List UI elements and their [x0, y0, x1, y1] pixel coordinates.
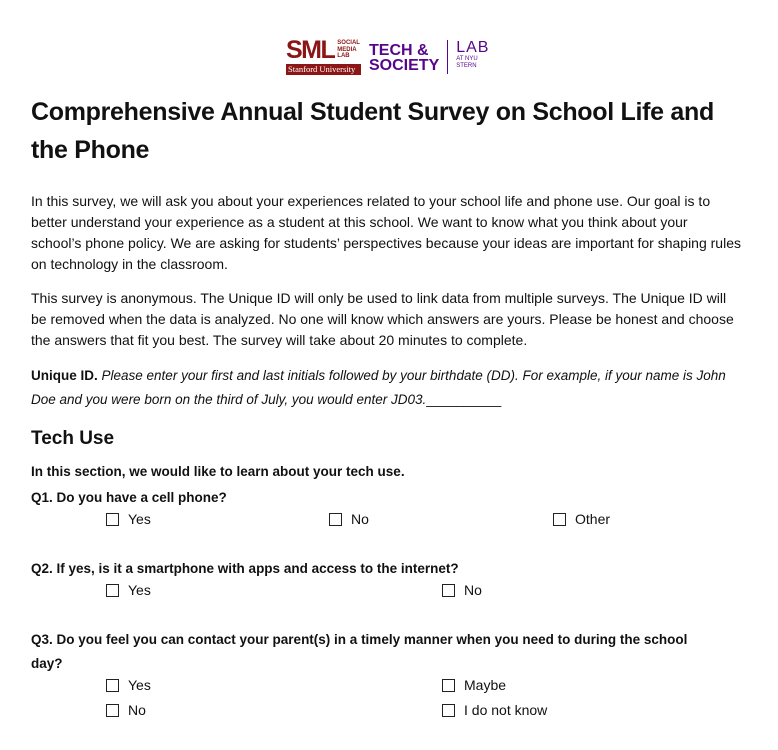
checkbox[interactable] [106, 513, 119, 526]
q2-options [31, 581, 741, 606]
logo-bar [286, 38, 489, 78]
anonymity-paragraph: This survey is anonymous. The Unique ID will only be used to link data from multiple surveys. The Unique ID will be removed when the data is analyzed. No one will know which answers are yours. Please be honest and choose the answers that fit you best. The survey will take about 20 minutes to complete. [31, 290, 734, 348]
q1-options [31, 510, 741, 535]
checkbox[interactable] [106, 679, 119, 692]
question-2: Q2. If yes, is it a smartphone with apps and access to the internet? [31, 561, 459, 576]
q1-option-no[interactable]: No [329, 511, 369, 527]
q3-options-row2 [31, 701, 741, 726]
survey-document [31, 93, 741, 726]
checkbox[interactable] [442, 704, 455, 717]
intro-paragraph: In this survey, we will ask you about your experiences related to your school life and phone use. Our goal is to better understand your experience as a student at this school. We want to know what you think about your school’s phone policy. We are asking for students’ perspectives because your ideas are important for shaping rules on technology in the classroom. [31, 193, 741, 272]
q3-option-yes[interactable]: Yes [106, 677, 151, 693]
sml-logo [286, 38, 361, 75]
tech-society-logo: TECH & SOCIETY [369, 42, 440, 74]
page-title: Comprehensive Annual Student Survey on School Life and the Phone [31, 98, 714, 164]
question-3: Q3. Do you feel you can contact your parent(s) in a timely manner when you need to during the school day? [31, 632, 688, 671]
section-intro: In this section, we would like to learn about your tech use. [31, 464, 405, 479]
stanford-bar: Stanford University [286, 64, 361, 75]
sml-letters: SML [286, 36, 335, 64]
q1-option-yes[interactable]: Yes [106, 511, 151, 527]
lab-logo: LAB AT NYU STERN [456, 39, 490, 69]
q2-option-no[interactable]: No [442, 582, 482, 598]
q3-options-row1 [31, 676, 741, 701]
section-heading: Tech Use [31, 428, 115, 449]
unique-id-text: Please enter your first and last initials followed by your birthdate (DD). For example, if your name is John Doe and you were born on the third of July, you would enter JD03. [31, 368, 726, 407]
q3-option-no[interactable]: No [106, 702, 146, 718]
q2-option-yes[interactable]: Yes [106, 582, 151, 598]
unique-id-instruction [31, 364, 741, 412]
q3-option-maybe[interactable]: Maybe [442, 677, 506, 693]
checkbox[interactable] [329, 513, 342, 526]
checkbox[interactable] [553, 513, 566, 526]
checkbox[interactable] [106, 704, 119, 717]
logo-divider [447, 40, 448, 74]
checkbox[interactable] [442, 584, 455, 597]
checkbox[interactable] [442, 679, 455, 692]
unique-id-blank[interactable]: __________ [426, 392, 502, 407]
question-1: Q1. Do you have a cell phone? [31, 490, 227, 505]
checkbox[interactable] [106, 584, 119, 597]
q3-option-dont-know[interactable]: I do not know [442, 702, 547, 718]
unique-id-label: Unique ID. [31, 368, 98, 383]
sml-small-text: SOCIAL MEDIA LAB [337, 40, 360, 59]
q1-option-other[interactable]: Other [553, 511, 610, 527]
